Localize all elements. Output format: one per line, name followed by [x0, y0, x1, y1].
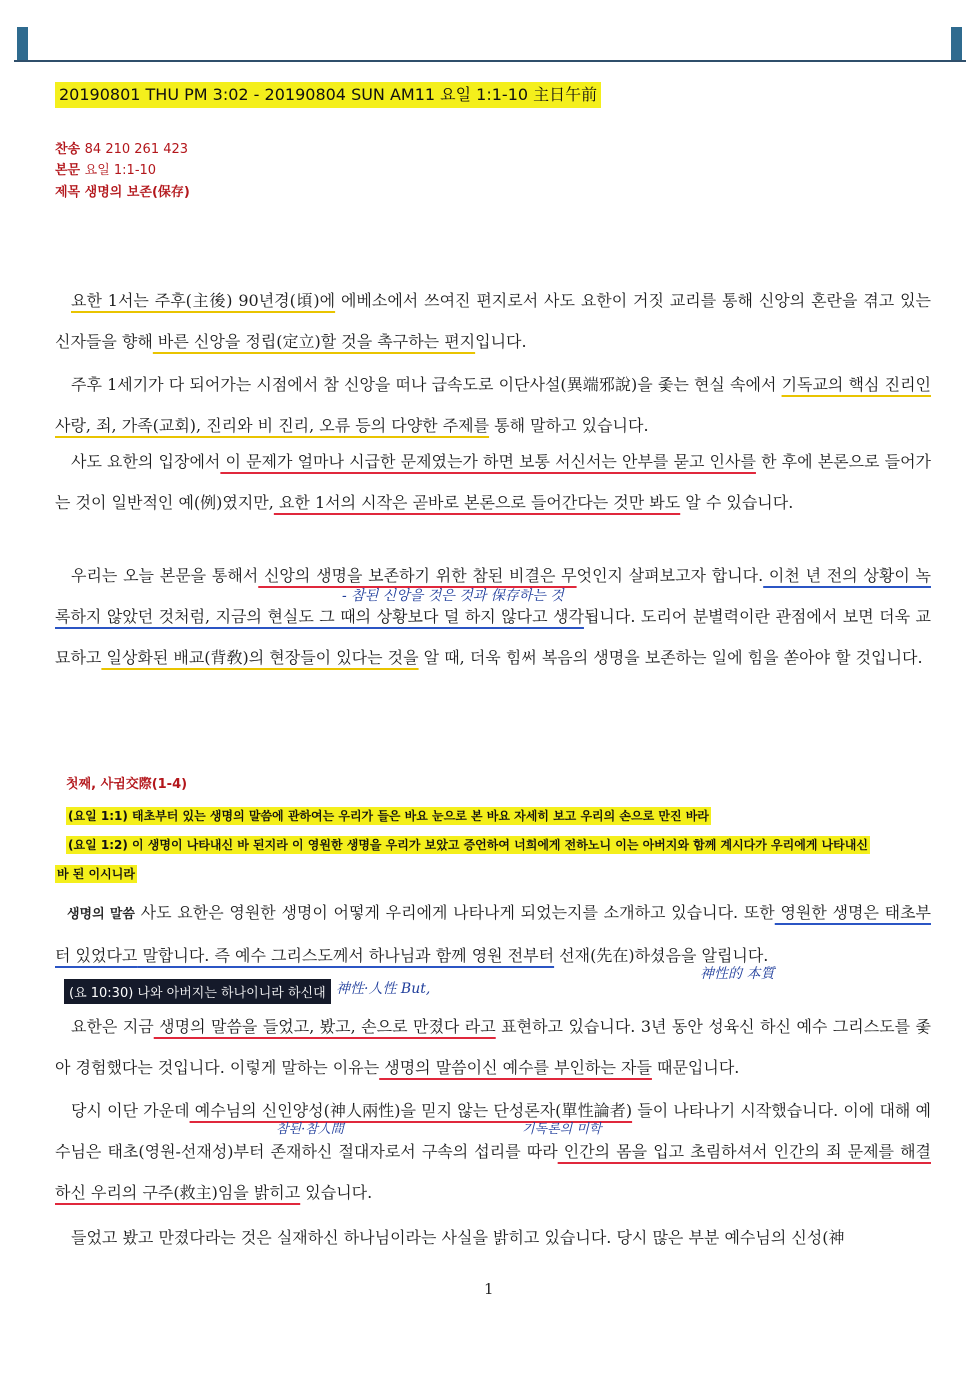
handwritten-note: 神性·人性 But,: [336, 981, 431, 997]
text-run: 선재(先在)하셨음을 알립니다.: [554, 946, 769, 965]
top-rule: [14, 60, 966, 62]
text-run: 요한은 지금: [71, 1017, 154, 1036]
sermon-date-header: 20190801 THU PM 3:02 - 20190804 SUN AM11 요일 1:1-10 主日午前: [55, 82, 601, 108]
underlined-phrase: 인간의 몸을 입고 초림하셔서 인간의 죄 문제를 해결하신 우리의 구주(救主)임을 밝히고: [55, 1142, 931, 1202]
underlined-phrase: 기독교의 핵심 진리인 사랑, 죄, 가족(교회), 진리와 비 진리, 오류 등의 다양한 주제를: [55, 375, 931, 435]
hymn-value: 84 210 261 423: [84, 142, 189, 157]
text-run: 우리는 오늘 본문을 통해서: [71, 566, 259, 585]
title-value: 생명의 보존(保存): [84, 185, 190, 200]
text-run: 때문입니다.: [651, 1058, 740, 1077]
handwritten-note: 참된·참人間: [276, 1122, 344, 1137]
underlined-phrase: 요한 1서의 시작은 곧바로 본론으로 들어간다는 것만 봐도: [273, 493, 681, 512]
verse-reference-box: (요 10:30) 나와 아버지는 하나이니라 하신대: [64, 979, 331, 1004]
title-label: 제목: [55, 185, 81, 200]
verse-1: [66, 802, 711, 830]
underlined-phrase: 말합니다. 즉 예수 그리스도께서 하나님과 함께 영원 전부터: [137, 946, 555, 965]
hymn-label: 찬송: [55, 142, 81, 157]
section1-paragraph-4: [55, 1217, 931, 1258]
text-label: 본문: [55, 163, 81, 178]
text-line: [55, 159, 156, 178]
title-line: [55, 181, 190, 200]
underlined-phrase: 신앙의 생명을 보존하기 위한 참된 비결은 무: [258, 566, 577, 585]
text-run: 들이 나타나기 시작했습니다. 이에 대해 예수님은 태초(영원-선재성)부터 존재하신 절대자로서 구속의 섭리를 따라: [55, 1101, 931, 1161]
verse-2-cont: [55, 860, 137, 888]
section1-paragraph-3: [55, 1090, 931, 1213]
left-margin-bar: [17, 27, 28, 61]
underlined-phrase: 생명의 말씀을 들었고, 봤고, 손으로 만졌다 라고: [153, 1017, 496, 1036]
verse-text: (요일 1:1) 태초부터 있는 생명의 말씀에 관하여는 우리가 들은 바요 눈으로 본 바요 자세히 보고 우리의 손으로 만진 바라: [68, 809, 709, 823]
keyword: 생명의 말씀: [67, 907, 135, 922]
verse-2: [66, 831, 932, 859]
text-run: 한 후에 본론으로 들어가는 것이 일반적인 예(例)였지만,: [55, 452, 932, 512]
underlined-phrase: 이 문제가 얼마나 시급한 문제였는가 하면 보통 서신서는 안부를 묻고 인사를: [220, 452, 756, 471]
text-value: 요일 1:1-10: [84, 163, 157, 178]
underlined-phrase: 이천 년 전의 상황이 녹록하지 않았던 것처럼, 지금의 현실도 그 때의 상황보다 덜 하지 않다고 생각: [55, 566, 931, 626]
text-run: 에베소에서 쓰여진 편지로서 사도 요한이 거짓 교리를 통해 신앙의 혼란을 겪고 있는 신자들을 향해: [55, 291, 931, 351]
intro-paragraph-3: [55, 441, 931, 523]
handwritten-note: 神性的 本質: [700, 966, 775, 982]
underlined-phrase: 생명의 말씀이신 예수를 부인하는 자들: [379, 1058, 652, 1077]
text-run: 통해 말하고 있습니다.: [489, 416, 649, 435]
text-run: 엇인지 살펴보고자 합니다.: [576, 566, 764, 585]
text-run: 알 때, 더욱 힘써 복음의 생명을 보존하는 일에 힘을 쏟아야 할 것입니다.: [418, 648, 923, 667]
hymn-line: [55, 138, 188, 157]
intro-paragraph-4: [55, 555, 931, 678]
verse-text: (요일 1:2) 이 생명이 나타내신 바 된지라 이 영원한 생명을 우리가 보았고 증언하여 너희에게 전하노니 이는 아버지와 함께 계시다가 우리에게 나타내신: [68, 838, 868, 852]
page-number: 1: [484, 1280, 494, 1298]
intro-paragraph-2: [55, 364, 931, 446]
handwritten-note: 기독론의 미학: [522, 1122, 602, 1137]
text-run: 표현하고 있습니다. 3년 동안 성육신 하신 예수 그리스도를 좇아 경험했다는 것입니다. 이렇게 말하는 이유는: [55, 1017, 931, 1077]
section-heading: 첫째, 사귐交際(1-4): [66, 777, 188, 792]
text-run: 사도 요한의 입장에서: [71, 452, 221, 471]
underlined-phrase: 영원한 생명은 태초부터 있었다고: [55, 903, 931, 965]
text-run: 주후 1세기가 다 되어가는 시점에서 참 신앙을 떠나 급속도로 이단사설(異端邪說)을 좇는 현실 속에서: [71, 375, 782, 394]
text-run: 당시 이단 가운데: [71, 1101, 190, 1120]
underlined-phrase: 바른 신앙을 정립(定立)할 것을 촉구하는 편지: [152, 332, 476, 351]
text-run: 사도 요한은 영원한 생명이 어떻게 우리에게 나타나게 되었는지를 소개하고 있습니다. 또한: [134, 903, 775, 922]
underlined-phrase: 일상화된 배교(背敎)의 현장들이 있다는 것을: [101, 648, 419, 667]
intro-paragraph-1: [55, 280, 931, 362]
underlined-phrase: 요한 1서는 주후(主後) 90년경(頃)에: [71, 291, 336, 310]
text-run: 들었고 봤고 만졌다라는 것은 실재하신 하나님이라는 사실을 밝히고 있습니다. 당시 많은 부분 예수님의 신성(神: [71, 1228, 845, 1247]
right-margin-bar: [951, 27, 962, 61]
section1-paragraph-2: [55, 1006, 931, 1088]
section1-paragraph-1: [55, 892, 931, 976]
text-run: 있습니다.: [300, 1183, 373, 1202]
verse-text: 바 된 이시니라: [57, 867, 135, 881]
text-run: 됩니다. 도리어 분별력이란 관점에서 보면 더욱 교묘하고: [55, 607, 931, 667]
underlined-phrase: 예수님의 신인양성(神人兩性)을 믿지 않는 단성론자(單性論者): [189, 1101, 633, 1120]
text-run: 입니다.: [475, 332, 527, 351]
text-run: 알 수 있습니다.: [680, 493, 794, 512]
handwritten-note: - 참된 신앙을 것은 것과 保存하는 것: [342, 588, 564, 604]
